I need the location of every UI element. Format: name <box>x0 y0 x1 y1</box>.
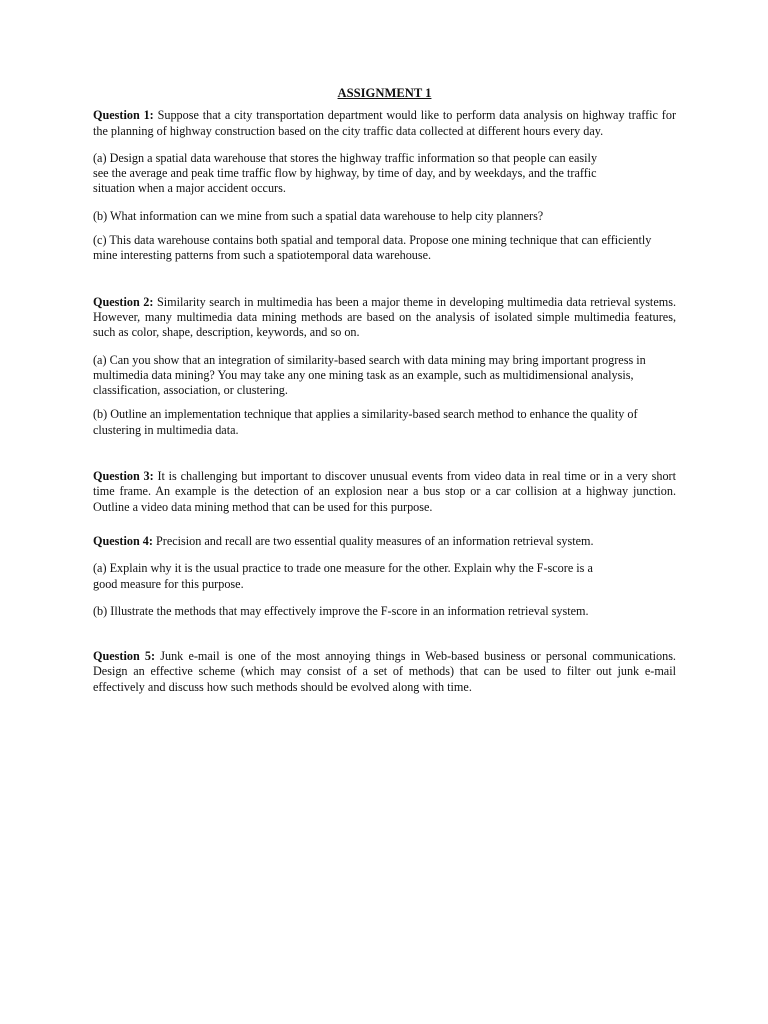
question-3-prompt <box>93 469 676 515</box>
question-1-text: Suppose that a city transportation department would like to perform data analysis on highway traffic for the planning of highway construction based on the city traffic data collected at different hours every day. <box>93 108 676 138</box>
question-1-part-a-line-3: situation when a major accident occurs. <box>93 181 286 196</box>
question-4 <box>93 534 676 619</box>
question-1-part-c: (c) This data warehouse contains both spatial and temporal data. Propose one mining technique that can efficiently mine interesting patterns from such a spatiotemporal data warehouse. <box>93 233 652 263</box>
question-1-part-a-line-1: (a) Design a spatial data warehouse that stores the highway traffic information so that people can easily <box>93 150 598 165</box>
question-4-prompt <box>93 534 676 549</box>
question-4-part-a-line-1: (a) Explain why it is the usual practice to trade one measure for the other. Explain why the F-score is a <box>93 561 593 576</box>
question-1-part-a <box>93 151 676 197</box>
question-2 <box>93 295 676 438</box>
question-1 <box>93 108 676 263</box>
question-5-text: Junk e-mail is one of the most annoying things in Web-based business or personal communications. Design an effective scheme (which may consist of a set of methods) that can be used to filter out junk e-mail effectively and discuss how such methods should be evolved along with time. <box>93 649 676 694</box>
question-2-part-a: (a) Can you show that an integration of similarity-based search with data mining may bring important progress in multimedia data mining? You may take any one mining task as an example, such as multidimensional analysis, classification, association, or clustering. <box>93 352 646 398</box>
question-2-part-b: (b) Outline an implementation technique that applies a similarity-based search method to enhance the quality of clustering in multimedia data. <box>93 407 638 437</box>
question-5 <box>93 649 676 695</box>
question-4-part-a-line-2: good measure for this purpose. <box>93 576 244 591</box>
question-3 <box>93 469 676 515</box>
question-5-label: Question 5: <box>93 649 156 664</box>
question-4-part-b: (b) Illustrate the methods that may effectively improve the F-score in an information retrieval system. <box>93 603 589 618</box>
assignment-title: ASSIGNMENT 1 <box>337 86 432 100</box>
question-4-part-a <box>93 561 676 592</box>
question-2-text: Similarity search in multimedia has been a major theme in developing multimedia data retrieval systems. However, many multimedia data mining methods are based on the analysis of isolated simple multimedia features, such as color, shape, description, keywords, and so on. <box>93 294 676 340</box>
question-4-text: Precision and recall are two essential quality measures of an information retrieval system. <box>152 533 594 548</box>
question-3-label: Question 3: <box>93 469 154 484</box>
question-1-part-a-line-2: see the average and peak time traffic flow by highway, by time of day, and by weekdays, and the traffic <box>93 166 597 181</box>
question-4-label: Question 4: <box>93 533 153 548</box>
question-2-prompt <box>93 295 676 341</box>
question-3-text: It is challenging but important to discover unusual events from video data in real time or in a very short time frame. An example is the detection of an explosion near a bus stop or a car collision at a highway junction. Outline a video data mining method that can be used for this purpose. <box>93 469 677 514</box>
question-2-label: Question 2: <box>93 294 154 309</box>
document-page <box>93 86 676 695</box>
question-1-label: Question 1: <box>93 108 154 123</box>
question-5-prompt <box>93 649 676 695</box>
question-1-prompt <box>93 108 676 139</box>
question-1-part-b: (b) What information can we mine from such a spatial data warehouse to help city planners? <box>93 208 544 223</box>
